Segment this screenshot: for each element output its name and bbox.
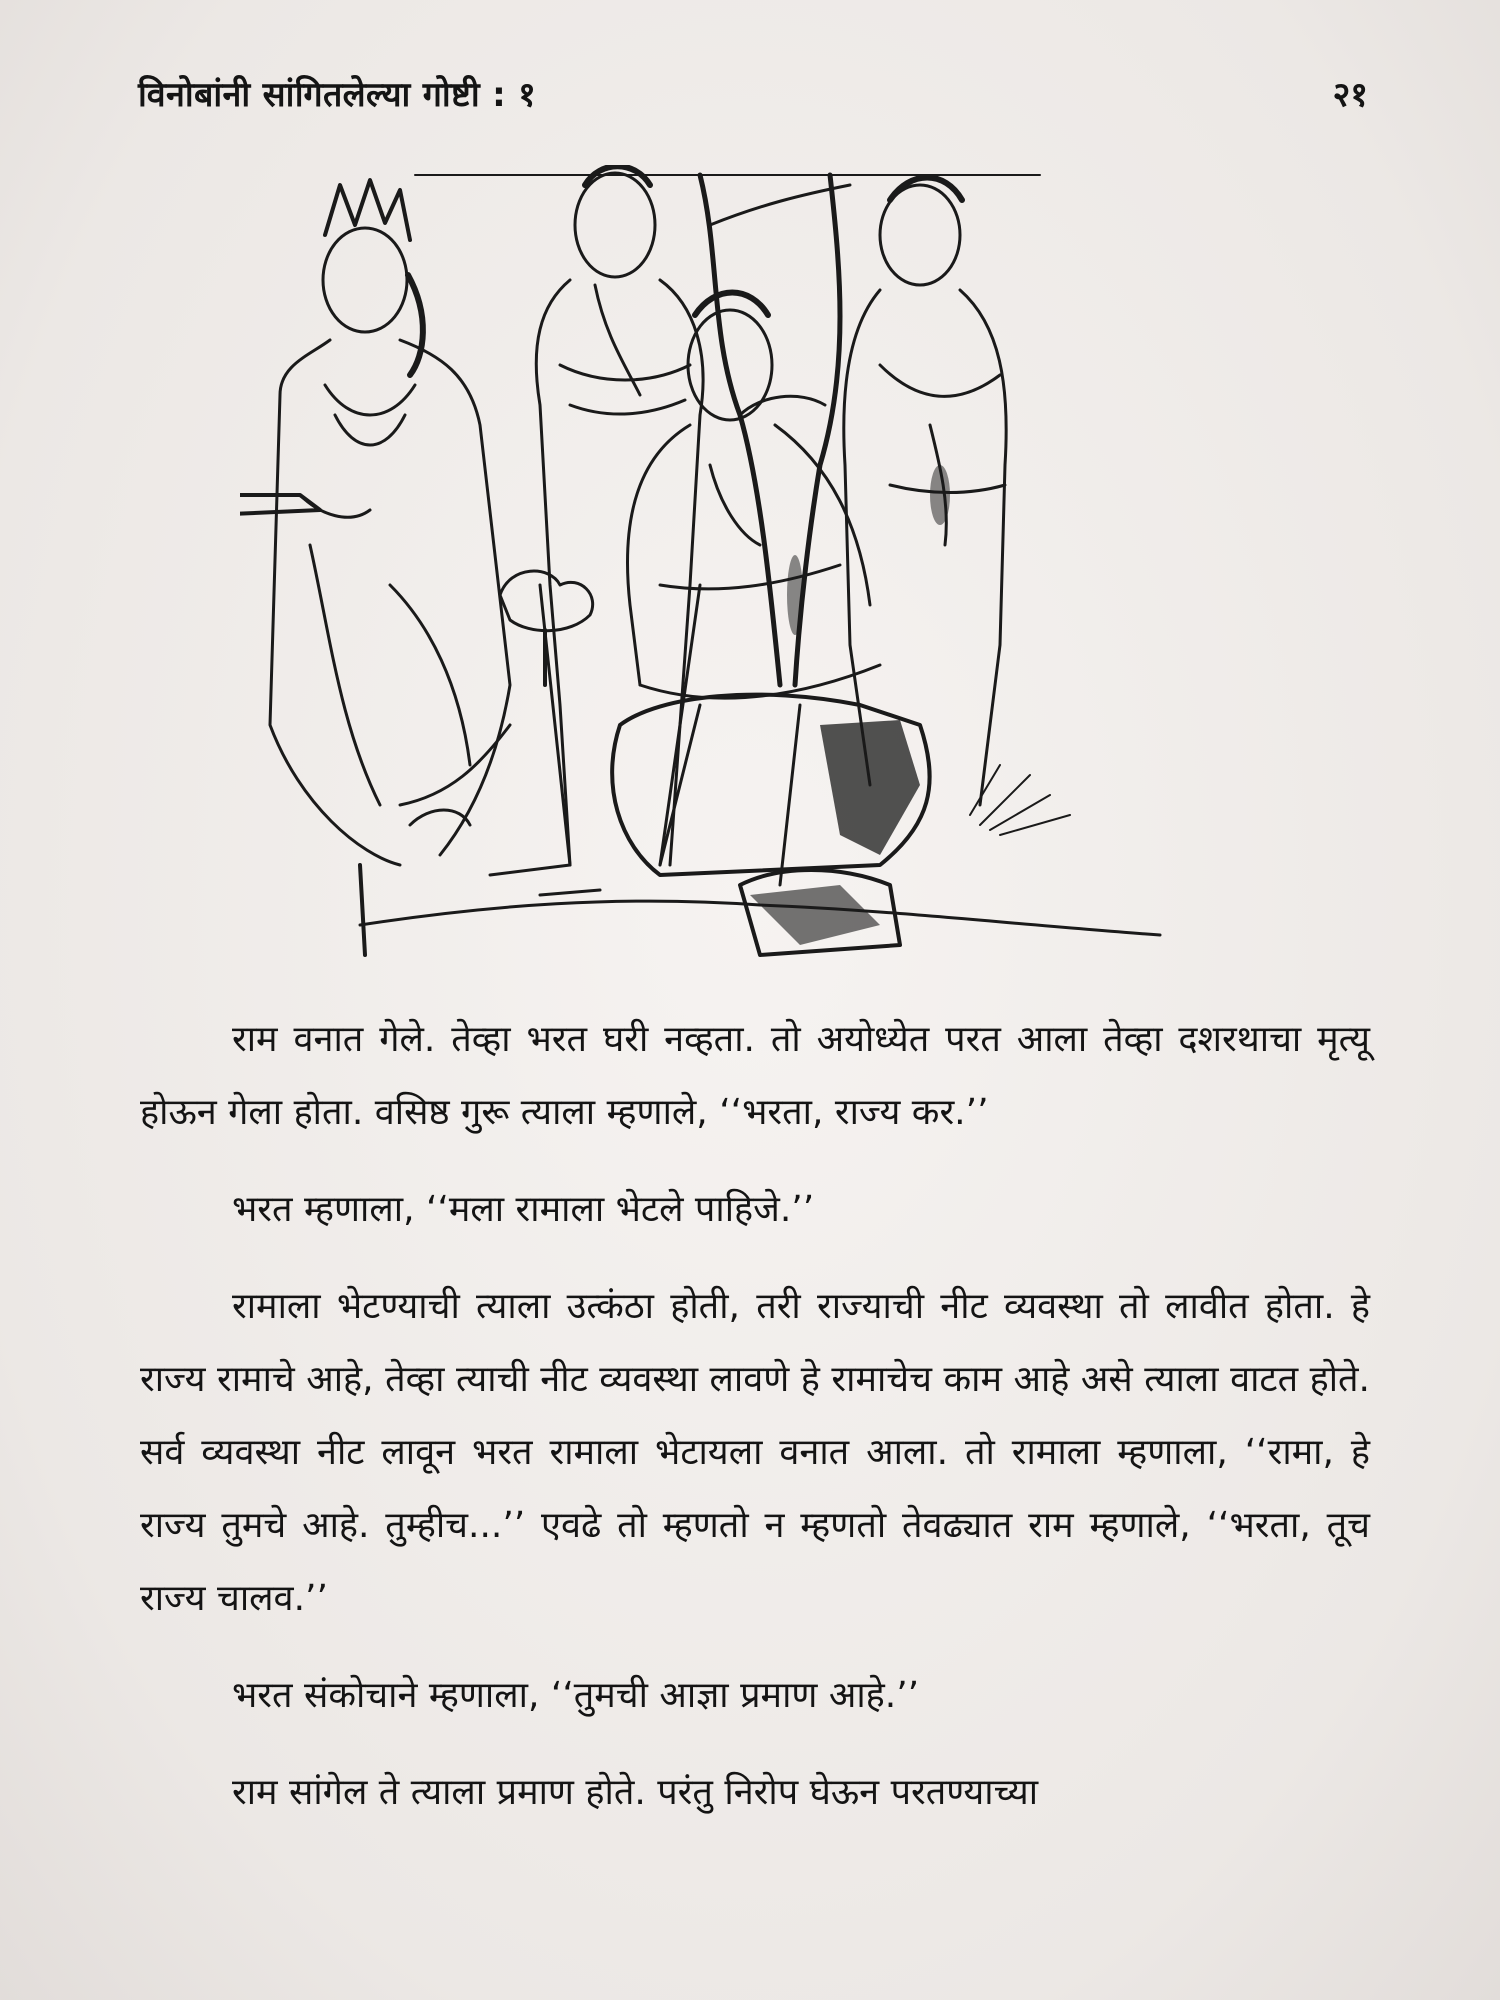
ramayana-scene-illustration [240,165,1300,1010]
paragraph-5: राम सांगेल ते त्याला प्रमाण होते. परंतु निरोप घेऊन परतण्याच्या [232,1772,1039,1813]
paragraph-4: भरत संकोचाने म्हणाला, ‘‘तुमची आज्ञा प्रमाण आहे.’’ [232,1675,920,1716]
paragraph-2: भरत म्हणाला, ‘‘मला रामाला भेटले पाहिजे.’’ [232,1189,815,1230]
paragraph-3: रामाला भेटण्याची त्याला उत्कंठा होती, तरी राज्याची नीट व्यवस्था तो लावीत होता. हे राज्य रामाचे आहे, तेव्हा त्याची नीट व्यवस्था लावणे हे रामाचेच काम आहे असे त्याला वाटत होते. सर्व व्यवस्था नीट लावून भरत रामाला भेटायला वनात आला. तो रामाला म्हणाला, ‘‘रामा, हे राज्य तुमचे आहे. तुम्हीच...’’ एवढे तो म्हणतो न म्हणतो तेवढ्यात राम म्हणाले, ‘‘भरता, तूच राज्य चालव.’’ [140,1286,1370,1619]
book-title: विनोबांनी सांगितलेल्या गोष्टी : १ [138,75,537,115]
illustration-drawing [240,165,1300,1010]
paragraph-1: राम वनात गेले. तेव्हा भरत घरी नव्हता. तो अयोध्येत परत आला तेव्हा दशरथाचा मृत्यू होऊन गेला होता. वसिष्ठ गुरू त्याला म्हणाले, ‘‘भरता, राज्य कर.’’ [140,1019,1370,1133]
page-number: २१ [1332,75,1368,115]
story-text [140,1003,1370,1829]
running-header [138,62,1368,122]
